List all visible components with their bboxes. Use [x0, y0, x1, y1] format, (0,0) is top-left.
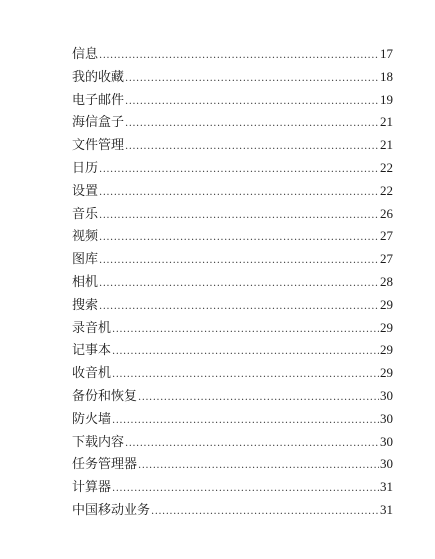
dot-leader — [99, 159, 379, 182]
toc-entry-title: 信息 — [72, 47, 99, 62]
toc-entry-title: 相机 — [72, 274, 99, 290]
dot-leader — [99, 205, 379, 228]
toc-entry[interactable] — [72, 134, 393, 157]
toc-entry-title: 收音机 — [72, 366, 112, 382]
dot-leader — [125, 91, 379, 114]
toc-entry[interactable] — [72, 294, 393, 317]
toc-entry[interactable] — [72, 317, 393, 340]
toc-entry-title: 音乐 — [72, 206, 99, 222]
toc-entry-page: 31 — [380, 501, 393, 517]
toc-entry-title: 中国移动业务 — [72, 502, 151, 518]
toc-entry-title: 设置 — [72, 183, 99, 199]
toc-entry-title: 视频 — [72, 229, 99, 245]
toc-entry-title: 文件管理 — [72, 138, 125, 154]
toc-entry[interactable] — [72, 89, 393, 112]
toc-entry[interactable] — [72, 180, 393, 203]
dot-leader — [99, 45, 379, 68]
toc-entry-page: 22 — [380, 159, 393, 175]
toc-entry[interactable] — [72, 157, 393, 180]
toc-entry-title: 日历 — [72, 160, 99, 176]
toc-entry-page: 19 — [380, 91, 393, 107]
toc-entry[interactable] — [72, 431, 393, 454]
toc-entry-page: 27 — [380, 251, 393, 267]
toc-entry[interactable] — [72, 111, 393, 134]
toc-entry-page: 29 — [380, 365, 393, 381]
toc-entry-page: 18 — [380, 68, 393, 84]
dot-leader — [112, 341, 379, 364]
toc-entry[interactable] — [72, 362, 393, 385]
toc-entry-title: 防火墙 — [72, 411, 112, 427]
toc-entry[interactable] — [72, 43, 393, 66]
toc-entry-title: 海信盒子 — [72, 115, 125, 131]
toc-entry[interactable] — [72, 339, 393, 362]
toc-entry-title: 图库 — [72, 252, 99, 268]
toc-entry-page: 30 — [380, 433, 393, 449]
toc-entry[interactable] — [72, 408, 393, 431]
toc-entry-title: 任务管理器 — [72, 457, 138, 473]
toc-entry-page: 29 — [380, 296, 393, 312]
toc-entry-page: 27 — [380, 228, 393, 244]
toc-entry-page: 30 — [380, 387, 393, 403]
toc-entry-page: 17 — [380, 46, 393, 61]
toc-entry-title: 搜索 — [72, 297, 99, 313]
dot-leader — [99, 296, 379, 319]
toc-entry-page: 30 — [380, 456, 393, 472]
dot-leader — [125, 433, 379, 456]
dot-leader — [112, 410, 379, 433]
toc-entry[interactable] — [72, 476, 393, 499]
toc-entry[interactable] — [72, 203, 393, 226]
dot-leader — [99, 250, 379, 273]
dot-leader — [99, 273, 379, 296]
toc-entry-page: 26 — [380, 205, 393, 221]
toc-entry-page: 21 — [380, 114, 393, 130]
toc-entry-page: 28 — [380, 273, 393, 289]
dot-leader — [112, 319, 379, 342]
dot-leader — [125, 113, 379, 136]
toc-entry-page: 30 — [380, 410, 393, 426]
dot-leader — [138, 387, 379, 410]
toc-entry[interactable] — [72, 453, 393, 476]
toc-entry-title: 记事本 — [72, 343, 112, 359]
dot-leader — [112, 364, 379, 387]
toc-entry[interactable] — [72, 225, 393, 248]
toc-entry-page: 31 — [380, 479, 393, 495]
toc-entry-page: 29 — [380, 342, 393, 358]
toc-entry-page: 21 — [380, 137, 393, 153]
toc-entry[interactable] — [72, 271, 393, 294]
dot-leader — [112, 478, 379, 501]
dot-leader — [138, 455, 379, 478]
toc-entry-page: 22 — [380, 182, 393, 198]
toc-entry-title: 计算器 — [72, 480, 112, 496]
dot-leader — [125, 136, 379, 159]
toc-entry[interactable] — [72, 385, 393, 408]
table-of-contents — [72, 43, 393, 522]
dot-leader — [99, 227, 379, 250]
toc-entry[interactable] — [72, 248, 393, 271]
dot-leader — [151, 501, 379, 524]
toc-entry-title: 下载内容 — [72, 434, 125, 450]
dot-leader — [99, 182, 379, 205]
toc-entry-title: 电子邮件 — [72, 92, 125, 108]
toc-entry-title: 备份和恢复 — [72, 388, 138, 404]
toc-entry-page: 29 — [380, 319, 393, 335]
toc-entry-title: 我的收藏 — [72, 69, 125, 85]
dot-leader — [125, 68, 379, 91]
toc-entry[interactable] — [72, 499, 393, 522]
toc-entry[interactable] — [72, 66, 393, 89]
toc-entry-title: 录音机 — [72, 320, 112, 336]
